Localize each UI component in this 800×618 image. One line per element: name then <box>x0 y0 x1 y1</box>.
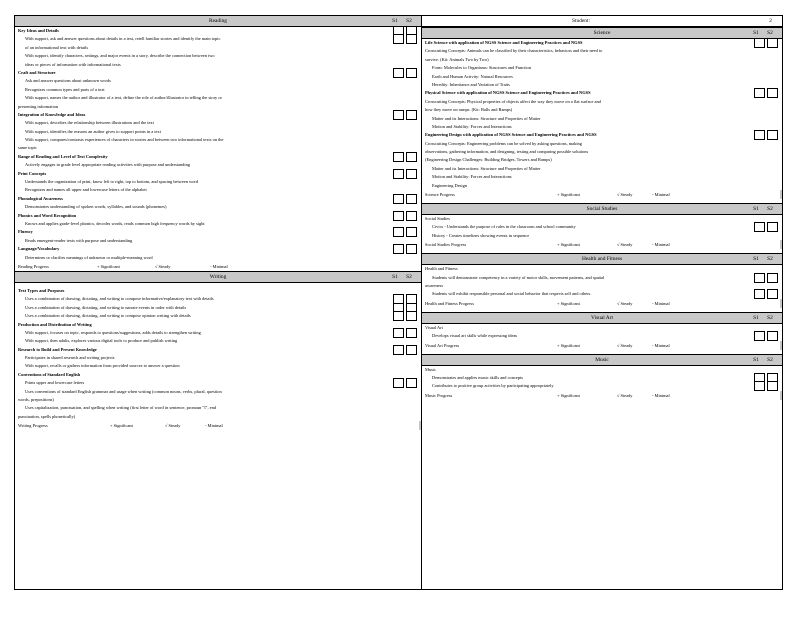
section-label <box>422 265 782 273</box>
section-label-text: Music <box>425 366 436 372</box>
line-text: Form: Molecules to Organisms: Structures and Function <box>432 65 531 71</box>
line-text: Demonstrates and applies music skills and concepts <box>432 374 523 380</box>
progress-minimal: - Minimal <box>652 242 670 248</box>
section-label-text: Visual Art <box>425 324 443 330</box>
progress-significant: + Significant <box>97 263 120 269</box>
line-text: History - Creates timelines showing events in sequence <box>432 232 530 238</box>
section-subheading <box>15 69 421 77</box>
standard-text <box>422 374 782 382</box>
line-text: Uses a combination of drawing, dictating, and writing to narrate events in order with details <box>25 304 187 310</box>
line-text: Matter and its Interactions: Structure and Properties of Matter <box>432 115 541 121</box>
s2-label: S2 <box>406 18 412 24</box>
standard-text <box>15 161 421 169</box>
s2-label: S2 <box>406 273 412 280</box>
progress-minimal: - Minimal <box>652 342 670 348</box>
standard-text <box>15 404 421 412</box>
right-column <box>422 16 782 589</box>
line-text: observations, gathering information, and designing, testing and comparing possible solutions <box>425 149 589 155</box>
standard-text <box>422 382 782 390</box>
section-subheading <box>15 287 421 295</box>
s1-label: S1 <box>753 256 759 263</box>
line-text: Crosscutting Concepts: Engineering problems can be solved by asking questions, making <box>425 140 582 146</box>
standard-text <box>422 47 782 55</box>
standard-text <box>15 329 421 337</box>
reading-header <box>15 16 421 27</box>
line-text: Understands the organization of print, know left to right, top to bottom, and spacing between word <box>25 179 199 185</box>
line-text: Demonstrates understanding of spoken words, syllables, and sounds (phonemes) <box>25 204 167 210</box>
progress-steady: √ Steady <box>617 192 633 198</box>
standard-text <box>15 128 421 136</box>
line-text: Ask and answer questions about unknown words <box>25 78 111 84</box>
line-text: With support, describes the relationship between illustrations and the text <box>25 120 154 126</box>
science-progress-row <box>422 190 782 199</box>
standard-text <box>422 182 782 190</box>
standard-text <box>15 186 421 194</box>
section-label <box>422 215 782 223</box>
line-text: Motion and Stability: Forces and Interactions <box>432 174 512 180</box>
standard-text <box>15 362 421 370</box>
line-text: Participates in shared research and writing projects <box>25 355 115 361</box>
progress-steady: √ Steady <box>617 342 633 348</box>
section-subheading <box>15 321 421 329</box>
standard-text <box>422 223 782 231</box>
standard-text <box>422 332 782 340</box>
standard-text <box>15 44 421 52</box>
standard-text <box>422 156 782 164</box>
standard-text <box>15 396 421 404</box>
health-progress-row <box>422 299 782 308</box>
section-title: Visual Art <box>591 314 613 321</box>
grade-cell-s2[interactable] <box>780 341 782 350</box>
standard-text <box>15 237 421 245</box>
standard-text <box>422 106 782 114</box>
standard-text <box>15 254 421 262</box>
progress-significant: + Significant <box>557 242 580 248</box>
line-text: Integration of Knowledge and Ideas <box>18 111 86 117</box>
standard-text <box>15 337 421 345</box>
line-text: With support, focuses on topic, responds to questions/suggestions, adds details to strengthen writing <box>25 329 201 335</box>
music-progress-row <box>422 391 782 400</box>
standard-text <box>422 115 782 123</box>
line-text: Research to Build and Present Knowledge <box>18 346 97 352</box>
section-subheading <box>15 228 421 236</box>
s1-label: S1 <box>753 314 759 321</box>
progress-minimal: - Minimal <box>652 192 670 198</box>
student-number: 2 <box>769 18 772 24</box>
line-text: Civics - Understands the purpose of rules in the classroom and school community <box>432 224 576 230</box>
line-text: Develops visual art skills while expressing ideas <box>432 333 518 339</box>
s1-label: S1 <box>753 356 759 363</box>
standard-text <box>15 136 421 144</box>
line-text: With support, then adults, explores various digital tools to produce and publish writing <box>25 338 178 344</box>
line-text: Text Types and Purposes <box>18 287 65 293</box>
section-title: Science <box>593 30 611 36</box>
reading-progress-row <box>15 262 421 271</box>
standard-text <box>15 354 421 362</box>
s1-label: S1 <box>392 18 398 24</box>
standard-text <box>15 77 421 85</box>
progress-label: Science Progress <box>425 192 455 198</box>
standard-text <box>15 61 421 69</box>
social-header <box>422 203 782 215</box>
standard-text <box>422 290 782 298</box>
grade-cell-s2[interactable] <box>780 190 782 199</box>
section-subheading <box>422 89 782 97</box>
line-text: how they move on ramps. (Kit: Balls and Ramps) <box>425 107 513 113</box>
line-text: Prints upper and lowercase letters <box>25 380 85 386</box>
standard-text <box>422 148 782 156</box>
line-text: (Engineering Design Challenges: Building Bridges, Towers and Ramps) <box>425 157 552 163</box>
section-subheading <box>15 245 421 253</box>
line-text: ideas or pieces of information with informational texts <box>25 61 121 67</box>
standard-text <box>15 203 421 211</box>
standard-text <box>422 81 782 89</box>
visual-header <box>422 312 782 324</box>
section-subheading <box>15 346 421 354</box>
line-text: Uses a combination of drawing, dictating, and writing to compose informative/explanatory text with details <box>25 296 214 302</box>
line-text: Motion and Stability: Forces and Interactions <box>432 123 512 129</box>
standard-text <box>422 64 782 72</box>
standard-text <box>422 98 782 106</box>
section-subheading <box>422 39 782 47</box>
s2-label: S2 <box>767 30 773 36</box>
report-card <box>14 15 783 590</box>
section-subheading <box>15 27 421 35</box>
progress-significant: + Significant <box>557 342 580 348</box>
line-text: With support, identify characters, settings, and major events in a story, describe the connection between two <box>25 53 215 59</box>
line-text: awareness <box>425 282 444 288</box>
s1-label: S1 <box>753 206 759 213</box>
standard-text <box>422 73 782 81</box>
line-text: of an informational text with details <box>25 44 89 50</box>
line-text: Key Ideas and Details <box>18 28 59 33</box>
standard-text <box>15 312 421 320</box>
line-text: Engineering Design with application of NGSS Science and Engineering Practices and NGSS <box>425 132 597 138</box>
music-header <box>422 354 782 366</box>
section-subheading <box>15 111 421 119</box>
standard-text <box>15 52 421 60</box>
s1-label: S1 <box>392 273 398 280</box>
section-subheading <box>422 131 782 139</box>
line-text: survive. (Kit: Animals Two by Two) <box>425 56 489 62</box>
progress-steady: √ Steady <box>165 423 181 429</box>
line-text: With support, identifies the reasons an author gives to support points in a text <box>25 128 161 134</box>
line-text: Heredity: Inheritance and Variation of Traits <box>432 81 510 87</box>
writing-progress-row <box>15 421 421 430</box>
student-label: Student: <box>572 18 590 24</box>
progress-steady: √ Steady <box>617 392 633 398</box>
s2-label: S2 <box>767 356 773 363</box>
line-text: With support, ask and answer questions about details in a text, retell familiar stories and identify the main topic <box>25 36 221 42</box>
standard-text <box>422 282 782 290</box>
line-text: Determines or clarifies meanings of unknown or multiple-meaning word <box>25 254 153 260</box>
line-text: Actively engages in grade level appropriate reading activities with purpose and understanding <box>25 162 190 168</box>
section-title: Music <box>595 356 609 363</box>
standard-text <box>422 165 782 173</box>
progress-minimal: - Minimal <box>652 300 670 306</box>
section-label <box>422 324 782 332</box>
line-text: With support, recalls or gathers information from provided sources to answer a question <box>25 363 180 369</box>
line-text: presenting information <box>18 103 59 109</box>
section-subheading <box>15 212 421 220</box>
health-header <box>422 253 782 265</box>
progress-label: Writing Progress <box>18 423 48 429</box>
standard-text <box>15 35 421 43</box>
reading-standards <box>15 27 421 262</box>
section-subheading <box>15 153 421 161</box>
line-text: Knows and applies grade-level phonics, decodes words, reads common high frequency words by sight <box>25 220 205 226</box>
visual-progress-row <box>422 341 782 350</box>
standard-text <box>15 413 421 421</box>
standard-text <box>15 86 421 94</box>
line-text: Contributes to positive group activities by participating appropriately <box>432 383 554 389</box>
writing-standards <box>15 287 421 421</box>
standard-text <box>422 274 782 282</box>
standard-text <box>15 295 421 303</box>
line-text: Physical Science with application of NGSS Science and Engineering Practices and NGSS <box>425 90 591 96</box>
progress-minimal: - Minimal <box>210 263 228 269</box>
progress-significant: + Significant <box>557 192 580 198</box>
line-text: With support, compares/contrasts experiences of characters in stories and between two informational texts on the <box>25 137 224 143</box>
writing-header <box>15 271 421 283</box>
line-text: Phonological Awareness <box>18 195 63 201</box>
standard-text <box>15 144 421 152</box>
progress-significant: + Significant <box>557 300 580 306</box>
section-subheading <box>15 195 421 203</box>
line-text: Students will exhibit responsible personal and social behavior that respects self and others. <box>432 291 592 297</box>
section-label-text: Social Studies <box>425 216 451 222</box>
line-text: same topic <box>18 145 37 151</box>
section-title: Health and Fitness <box>581 256 623 263</box>
line-text: Crosscutting Concepts: Animals can be classified by their characteristics, behaviors and their need to <box>425 48 603 54</box>
standard-text <box>15 119 421 127</box>
line-text: Uses capitalization, punctuation, and spelling when writing (first letter of word in sentence, pronoun "I", end <box>25 405 216 411</box>
progress-minimal: - Minimal <box>652 392 670 398</box>
standard-text <box>15 94 421 102</box>
progress-label: Reading Progress <box>18 263 49 269</box>
section-label-text: Health and Fitness <box>425 266 458 272</box>
line-text: words, prepositions) <box>18 397 54 403</box>
progress-significant: + Significant <box>557 392 580 398</box>
line-text: punctuation, spells phonetically) <box>18 413 76 419</box>
standard-text <box>15 388 421 396</box>
progress-label: Social Studies Progress <box>425 242 467 248</box>
standard-text <box>422 232 782 240</box>
progress-label: Health and Fitness Progress <box>425 300 474 306</box>
section-subheading <box>15 371 421 379</box>
progress-label: Visual Art Progress <box>425 342 460 348</box>
grade-cell-s2[interactable] <box>780 391 782 400</box>
standard-text <box>15 178 421 186</box>
s2-label: S2 <box>767 314 773 321</box>
section-title: Social Studies <box>586 206 618 213</box>
s2-label: S2 <box>767 256 773 263</box>
progress-steady: √ Steady <box>617 300 633 306</box>
line-text: Recognizes common types and parts of a text <box>25 86 105 92</box>
student-row <box>422 16 782 27</box>
standard-text <box>422 123 782 131</box>
grade-cell-s2[interactable] <box>780 240 782 249</box>
line-text: Uses conventions of standard English grammar and usage when writing (common nouns, verbs, plural, question <box>25 388 222 394</box>
writing-title: Writing <box>209 273 227 280</box>
standard-text <box>422 140 782 148</box>
progress-label: Music Progress <box>425 392 453 398</box>
standard-text <box>15 220 421 228</box>
standard-text <box>422 173 782 181</box>
science-header <box>422 27 782 39</box>
line-text: Fluency <box>18 229 33 235</box>
standard-text <box>15 304 421 312</box>
progress-significant: + Significant <box>110 423 133 429</box>
s2-label: S2 <box>767 206 773 213</box>
line-text: Students will demonstrate competency in a variety of motor skills, movement patterns, and spatial <box>432 274 605 280</box>
standard-text <box>15 103 421 111</box>
reading-title: Reading <box>209 18 227 24</box>
line-text: Life Science with application of NGSS Science and Engineering Practices and NGSS <box>425 40 583 45</box>
social-progress-row <box>422 240 782 249</box>
s1-label: S1 <box>753 30 759 36</box>
line-text: Phonics and Word Recognition <box>18 212 77 218</box>
left-column <box>15 16 422 589</box>
line-text: Production and Distribution of Writing <box>18 321 92 327</box>
line-text: Reads emergent-reader texts with purpose and understanding <box>25 237 133 243</box>
standard-text <box>422 56 782 64</box>
line-text: Uses a combination of drawing, dictating, and writing to compose opinion writing with details <box>25 313 191 319</box>
line-text: Engineering Design <box>432 182 467 188</box>
line-text: Range of Reading and Level of Text Complexity <box>18 153 108 159</box>
section-subheading <box>15 170 421 178</box>
line-text: Language/Vocabulary <box>18 246 60 252</box>
progress-steady: √ Steady <box>155 263 171 269</box>
line-text: Print Concepts <box>18 170 47 176</box>
grade-cell-s2[interactable] <box>780 299 782 308</box>
progress-minimal: - Minimal <box>205 423 223 429</box>
line-text: Recognizes and names all upper and lowercase letters of the alphabet <box>25 187 147 193</box>
section-label <box>422 366 782 374</box>
line-text: Earth and Human Activity: Natural Resources <box>432 73 513 79</box>
line-text: Crosscutting Concepts: Physical properties of objects affect the way they move on a flat surface and <box>425 98 601 104</box>
line-text: With support, names the author and illustrator of a text, define the role of author/illustrator in telling the story or <box>25 95 222 101</box>
standard-text <box>15 379 421 387</box>
progress-steady: √ Steady <box>617 242 633 248</box>
line-text: Craft and Structure <box>18 69 56 75</box>
line-text: Matter and its Interactions: Structure and Properties of Matter <box>432 165 541 171</box>
line-text: Conventions of Standard English <box>18 371 81 377</box>
